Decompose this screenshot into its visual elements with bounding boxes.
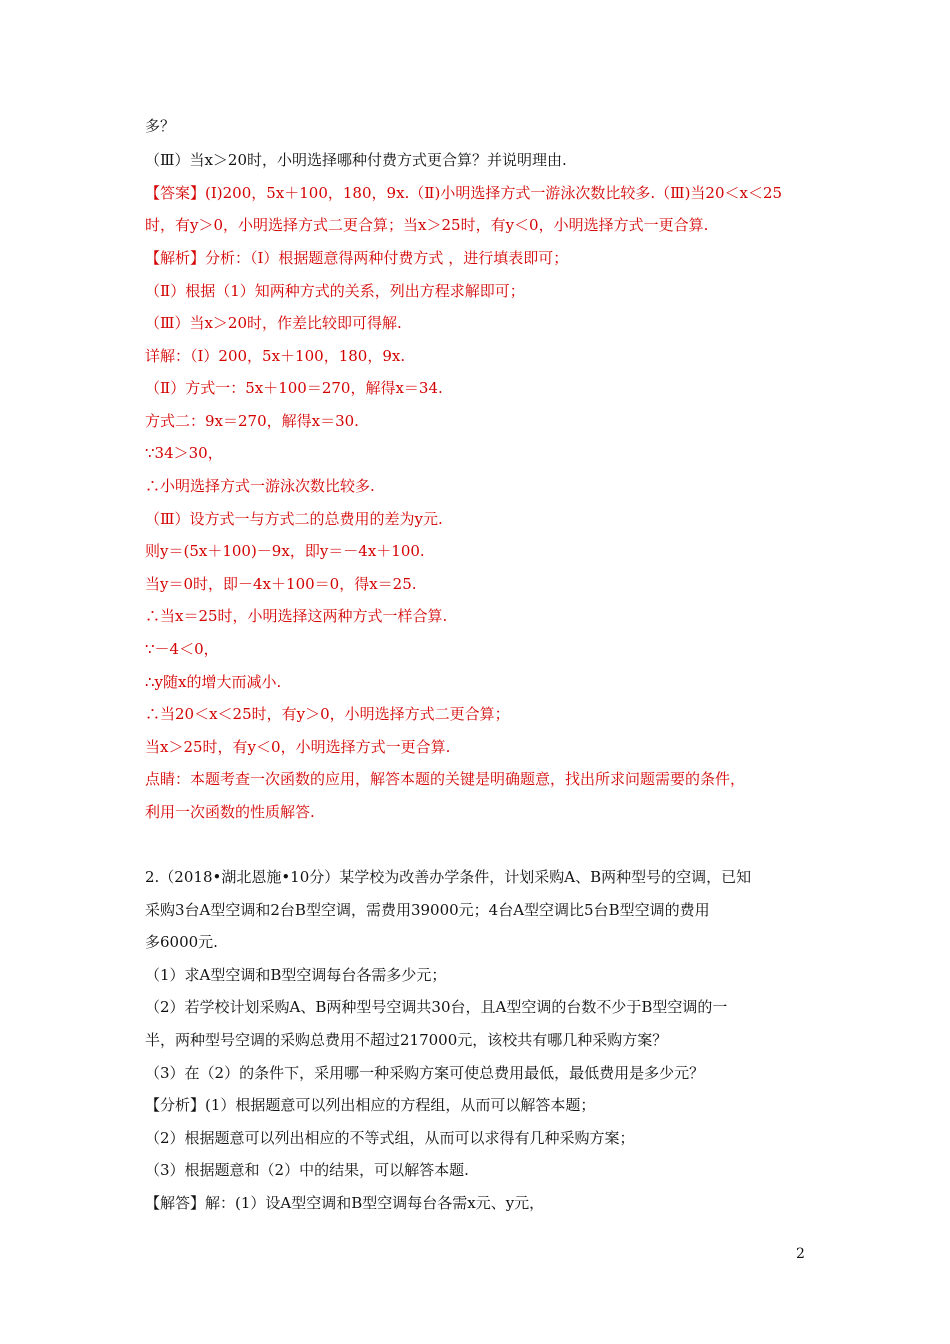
q1-detail-line-5: ∴小明选择方式一游泳次数比较多. [145, 477, 375, 495]
q2-stem-line-3: 多6000元. [145, 933, 218, 951]
q1-detail-line-7: 则y＝(5x＋100)－9x，即y＝－4x＋100. [145, 542, 425, 560]
q2-analysis-line-3: （3）根据题意和（2）中的结果，可以解答本题. [145, 1161, 469, 1179]
q1-detail-line-8: 当y＝0时，即－4x＋100＝0，得x＝25. [145, 575, 417, 593]
q1-text-line: 多？ [145, 117, 176, 135]
q2-stem-line-2: 采购3台A型空调和2台B型空调，需费用39000元；4台A型空调比5台B型空调的费用 [145, 901, 710, 919]
q2-part2-line-1: （2）若学校计划采购A、B两种型号空调共30台，且A型空调的台数不少于B型空调的一 [145, 998, 728, 1016]
q1-detail-line-4: ∵34＞30， [145, 444, 223, 462]
q2-solution-line-1: 【解答】解：(1）设A型空调和B型空调每台各需x元、y元， [145, 1194, 545, 1212]
q1-answer-line-2: 时，有y＞0，小明选择方式二更合算；当x＞25时，有y＜0，小明选择方式一更合算. [145, 216, 709, 234]
q1-analysis-line-3: （Ⅲ）当x＞20时，作差比较即可得解. [145, 314, 402, 332]
q1-detail-line-12: ∴当20＜x＜25时，有y＞0，小明选择方式二更合算； [145, 705, 510, 723]
q1-detail-line-3: 方式二：9x＝270，解得x＝30. [145, 412, 359, 430]
q1-comment-line-1: 点睛：本题考查一次函数的应用，解答本题的关键是明确题意，找出所求问题需要的条件， [145, 770, 746, 788]
q2-part1: （1）求A型空调和B型空调每台各需多少元； [145, 966, 447, 984]
q1-detail-line-6: （Ⅲ）设方式一与方式二的总费用的差为y元. [145, 510, 443, 528]
q2-analysis-line-2: （2）根据题意可以列出相应的不等式组，从而可以求得有几种采购方案； [145, 1129, 635, 1147]
page-number: 2 [796, 1246, 805, 1262]
q1-analysis-line-1: 【解析】分析：（Ⅰ）根据题意得两种付费方式 ，进行填表即可； [145, 249, 569, 267]
q1-detail-line-1: 详解：（Ⅰ）200，5x＋100，180，9x. [145, 347, 406, 365]
q1-analysis-line-2: （Ⅱ）根据（1）知两种方式的关系，列出方程求解即可； [145, 282, 525, 300]
q1-detail-line-10: ∵－4＜0， [145, 640, 219, 658]
q1-comment-line-2: 利用一次函数的性质解答. [145, 803, 315, 821]
q2-stem-line-1: 2.（2018•湖北恩施•10分）某学校为改善办学条件，计划采购A、B两种型号的空调，已知 [145, 868, 752, 886]
q2-part3: （3）在（2）的条件下，采用哪一种采购方案可使总费用最低，最低费用是多少元？ [145, 1064, 705, 1082]
q1-detail-line-9: ∴当x＝25时，小明选择这两种方式一样合算. [145, 607, 448, 625]
q1-part3-question: （Ⅲ）当x＞20时，小明选择哪种付费方式更合算？并说明理由. [145, 151, 567, 169]
q2-part2-line-2: 半，两种型号空调的采购总费用不超过217000元，该校共有哪几种采购方案？ [145, 1031, 668, 1049]
q1-detail-line-2: （Ⅱ）方式一：5x＋100＝270，解得x＝34. [145, 379, 443, 397]
q2-analysis-line-1: 【分析】(1）根据题意可以列出相应的方程组，从而可以解答本题； [145, 1096, 596, 1114]
q1-detail-line-11: ∴y随x的增大而减小. [145, 673, 282, 691]
q1-answer-line-1: 【答案】(Ⅰ)200，5x＋100，180，9x.（Ⅱ)小明选择方式一游泳次数比较多.（Ⅲ)当20＜x＜25 [145, 184, 783, 202]
q1-detail-line-13: 当x＞25时，有y＜0，小明选择方式一更合算. [145, 738, 451, 756]
